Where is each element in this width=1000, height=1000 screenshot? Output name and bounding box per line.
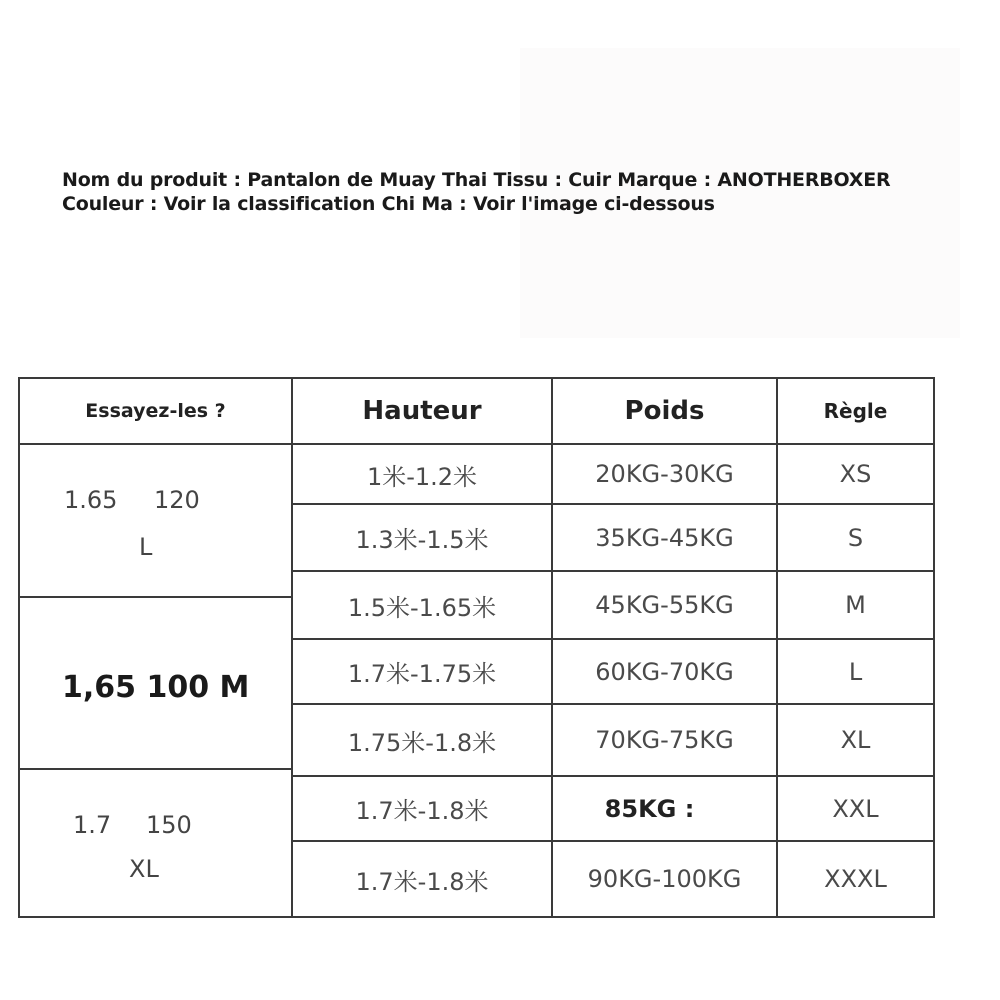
table-border-bottom [18, 916, 935, 918]
try-on-height: 1.7 [73, 811, 112, 839]
height-cell: 1.7米-1.75米 [347, 660, 497, 688]
product-info-line-1: Nom du produit : Pantalon de Muay Thai Tissu : Cuir Marque : ANOTHERBOXER [62, 169, 891, 191]
size-cell: XS [839, 460, 872, 488]
height-cell: 1米-1.2米 [366, 462, 478, 491]
height-cell: 1.3米-1.5米 [355, 526, 489, 554]
try-on-weight: 150 [146, 811, 192, 839]
height-cell: 1.75米-1.8米 [347, 728, 497, 757]
table-border-right [933, 377, 935, 918]
weight-cell: 90KG-100KG [587, 865, 742, 893]
weight-cell: 60KG-70KG [595, 657, 734, 686]
size-cell: M [845, 591, 866, 619]
product-info-line-2: Couleur : Voir la classification Chi Ma : Voir l'image ci-dessous [62, 193, 715, 215]
try-on-weight: 120 [154, 486, 200, 514]
try-on-size: XL [129, 855, 159, 883]
row-divider [18, 596, 293, 598]
size-cell: XL [840, 726, 871, 754]
size-cell: L [848, 657, 863, 686]
try-on-text: 1,65 100 M [62, 670, 250, 705]
height-cell: 1.7米-1.8米 [355, 797, 489, 825]
weight-cell: 20KG-30KG [595, 460, 734, 488]
header-size: Règle [823, 399, 888, 423]
weight-cell: 45KG-55KG [595, 591, 734, 619]
header-height: Hauteur [362, 396, 482, 426]
row-divider [18, 768, 293, 770]
height-cell: 1.5米-1.65米 [347, 593, 497, 622]
size-cell: XXL [832, 794, 879, 823]
try-on-height: 1.65 [64, 486, 118, 514]
weight-cell: 70KG-75KG [595, 726, 734, 754]
height-cell: 1.7米-1.8米 [355, 867, 489, 896]
weight-cell: 85KG : [604, 794, 695, 823]
weight-cell: 35KG-45KG [595, 523, 734, 552]
table-border-left [18, 377, 20, 918]
size-cell: XXXL [824, 865, 887, 893]
try-on-size: L [139, 533, 153, 561]
size-cell: S [847, 523, 864, 552]
header-try-on: Essayez-les ? [85, 400, 226, 422]
header-weight: Poids [624, 396, 705, 426]
